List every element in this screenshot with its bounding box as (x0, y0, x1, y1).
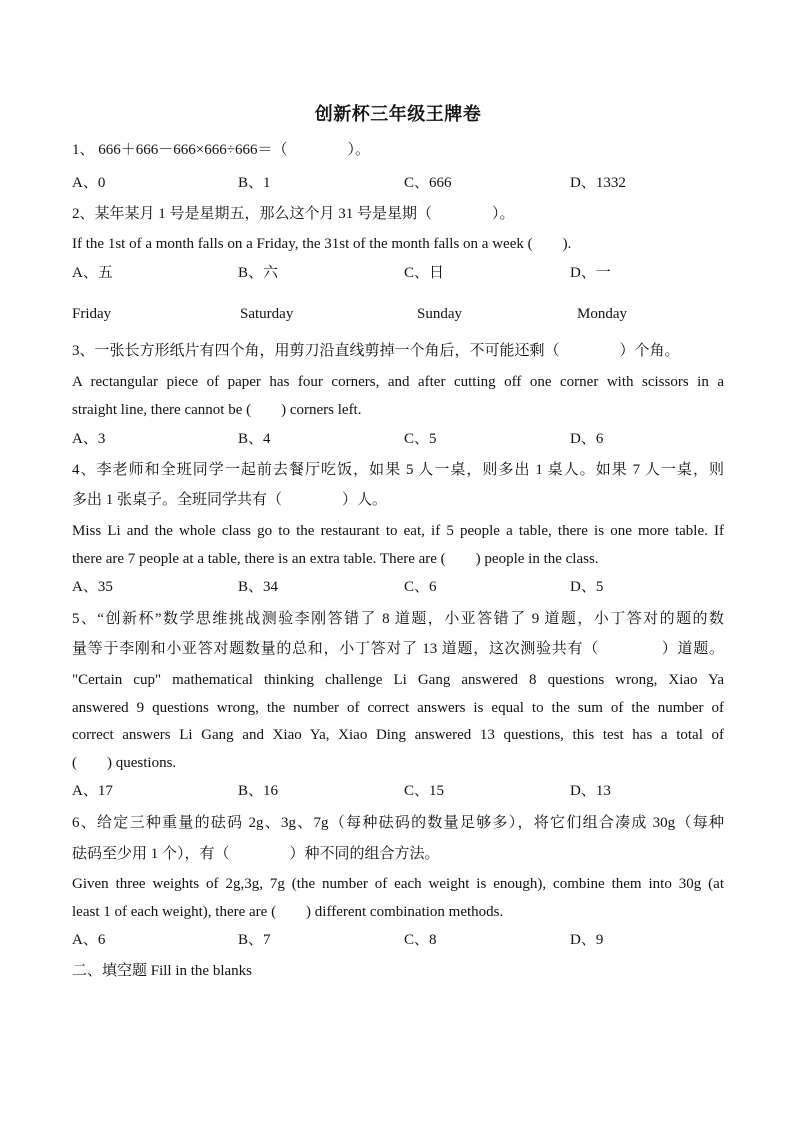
section-2-heading: 二、填空题 Fill in the blanks (72, 963, 253, 979)
option-d: D、一 (570, 265, 611, 281)
question-5-en-line-3: correct answers Li Gang and Xiao Ya, Xiao Ding answered 13 questions, this test has a total of (72, 727, 724, 743)
translation-c: Sunday (417, 306, 462, 322)
page-title: 创新杯三年级王牌卷 (314, 104, 482, 124)
option-b: B、六 (238, 265, 279, 281)
question-4-en-line-2: there are 7 people at a table, there is an extra table. There are ( ) people in the class. (72, 551, 599, 567)
option-c: C、5 (404, 431, 437, 447)
option-c: C、8 (404, 932, 437, 948)
option-a: A、6 (72, 932, 106, 948)
question-1-options (72, 173, 724, 193)
option-b: B、16 (238, 783, 279, 799)
option-a: A、35 (72, 579, 113, 595)
translation-b: Saturday (240, 306, 294, 322)
question-6-zh-line-2: 砝码至少用 1 个），有（ ）种不同的组合方法。 (72, 846, 440, 862)
question-5-options (72, 781, 724, 801)
option-a: A、0 (72, 175, 106, 191)
option-a: A、五 (72, 265, 113, 281)
question-3-options (72, 429, 724, 449)
option-b: B、7 (238, 932, 271, 948)
option-a: A、3 (72, 431, 106, 447)
option-b: B、34 (238, 579, 279, 595)
question-3-zh: 3、一张长方形纸片有四个角，用剪刀沿直线剪掉一个角后，不可能还剩（ ）个角。 (72, 343, 680, 359)
question-6-options (72, 930, 724, 950)
question-6-zh-line-1: 6、给定三种重量的砝码 2g、3g、7g（每种砝码的数量足够多），将它们组合凑成 30g（每种 (72, 815, 724, 831)
translation-d: Monday (577, 306, 627, 322)
question-5-en-line-4: ( ) questions. (72, 755, 177, 771)
question-3-en-line-1: A rectangular piece of paper has four corners, and after cutting off one corner with scissors in a (72, 374, 724, 390)
option-c: C、6 (404, 579, 437, 595)
question-1-text: 1、 666＋666－666×666÷666＝（ ）。 (72, 142, 370, 158)
question-4-en-line-1: Miss Li and the whole class go to the restaurant to eat, if 5 people a table, there is one more table. If (72, 523, 724, 539)
question-6-en-line-1: Given three weights of 2g,3g, 7g (the number of each weight is enough), combine them into 30g (at (72, 876, 724, 892)
option-b: B、1 (238, 175, 271, 191)
question-4-zh-line-1: 4、李老师和全班同学一起前去餐厅吃饭，如果 5 人一桌，则多出 1 桌人。如果 7 人一桌，则 (72, 462, 724, 478)
option-d: D、6 (570, 431, 604, 447)
option-c: C、15 (404, 783, 445, 799)
question-2-options (72, 263, 724, 283)
option-b: B、4 (238, 431, 271, 447)
option-c: C、666 (404, 175, 452, 191)
option-c: C、日 (404, 265, 445, 281)
question-2-translations (72, 304, 724, 324)
question-2-zh: 2、某年某月 1 号是星期五，那么这个月 31 号是星期（ ）。 (72, 206, 515, 222)
question-4-options (72, 577, 724, 597)
option-d: D、13 (570, 783, 611, 799)
question-5-zh-line-2: 量等于李刚和小亚答对题数量的总和，小丁答对了 13 道题，这次测验共有（ ）道题。 (72, 641, 724, 657)
translation-a: Friday (72, 306, 112, 322)
question-5-zh-line-1: 5、“创新杯”数学思维挑战测验李刚答错了 8 道题，小亚答错了 9 道题，小丁答对的题的数 (72, 611, 724, 627)
option-d: D、1332 (570, 175, 626, 191)
question-4-zh-line-2: 多出 1 张桌子。全班同学共有（ ）人。 (72, 492, 388, 508)
question-6-en-line-2: least 1 of each weight), there are ( ) different combination methods. (72, 904, 504, 920)
option-d: D、9 (570, 932, 604, 948)
question-3-en-line-2: straight line, there cannot be ( ) corners left. (72, 402, 362, 418)
option-a: A、17 (72, 783, 113, 799)
question-5-en-line-1: "Certain cup" mathematical thinking challenge Li Gang answered 8 questions wrong, Xiao Ya (72, 672, 724, 688)
question-5-en-line-2: answered 9 questions wrong, the number of correct answers is equal to the sum of the number of (72, 700, 724, 716)
question-2-en: If the 1st of a month falls on a Friday, the 31st of the month falls on a week ( ). (72, 236, 572, 252)
option-d: D、5 (570, 579, 604, 595)
